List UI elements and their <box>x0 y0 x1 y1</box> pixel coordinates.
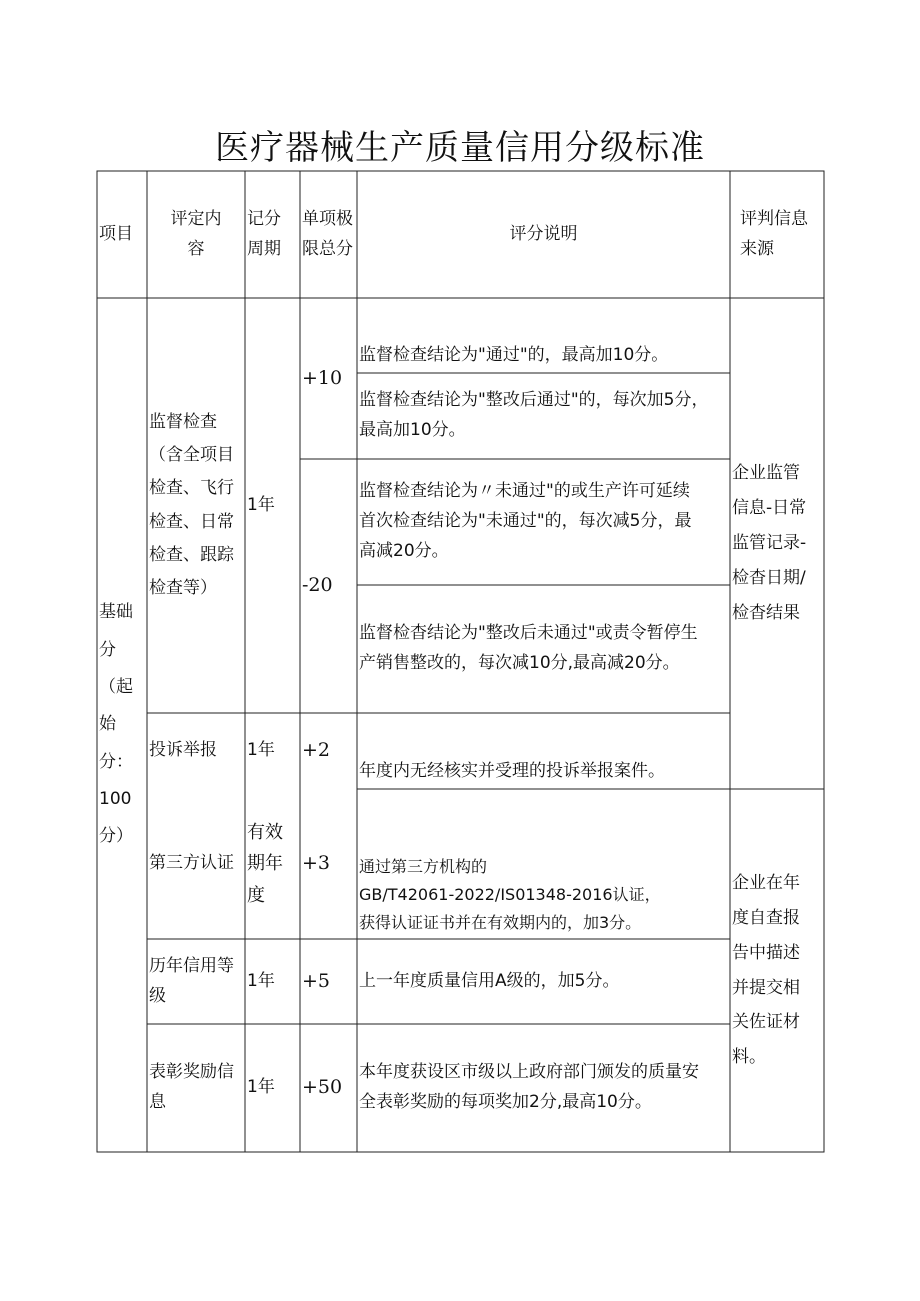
header-period <box>245 171 300 298</box>
award-desc <box>357 1024 730 1152</box>
header-desc-label: 评分说明 <box>509 223 578 244</box>
header-limit-label: 单项极 限总分 <box>302 208 353 259</box>
supervision-desc-3 <box>357 459 730 585</box>
source-cell-2 <box>730 789 824 1152</box>
thirdparty-desc-text: 通过第三方机构的 GB/T42061-2022/IS01348-2016认证， 获得认证证书并在有效期内的，加3分。 <box>359 857 661 932</box>
award-desc-text: 本年度获设区市级以上政府部门颁发的质量安 全表彰奖励的每项奖加2分,最高10分。 <box>359 1062 699 1112</box>
award-content <box>147 1024 245 1152</box>
thirdparty-limit-value: +3 <box>302 852 331 875</box>
complaint-desc <box>357 713 730 789</box>
header-desc <box>357 171 730 298</box>
supervision-period <box>245 298 300 713</box>
history-limit-value: +5 <box>302 969 331 992</box>
thirdparty-desc <box>357 789 730 939</box>
source-1-text: 企业监管 信息-日常 监管记录- 检杳日期/ 检杳结果 <box>732 463 807 623</box>
supervision-desc-2-text: 监督检查结论为"整改后通过"的，每次加5分， 最高加10分。 <box>359 390 709 440</box>
header-content <box>147 171 245 298</box>
source-2-text: 企业在年 度自查报 告中描述 并提交相 关佐证材 料。 <box>732 872 800 1068</box>
complaint-limit-value: +2 <box>302 739 331 762</box>
header-source-label: 评判信息 来源 <box>740 208 808 259</box>
complaint-content-label: 投诉举报 <box>149 740 217 761</box>
award-content-label: 表彰奖励信 息 <box>149 1062 234 1112</box>
supervision-desc-1-text: 监督检查结论为"通过"的，最高加10分。 <box>359 345 669 366</box>
supervision-content <box>147 298 245 713</box>
history-desc <box>357 939 730 1024</box>
supervision-period-label: 1年 <box>247 494 275 515</box>
award-period-label: 1年 <box>247 1077 275 1098</box>
thirdparty-content <box>147 789 245 939</box>
complaint-content <box>147 713 245 789</box>
supervision-desc-2 <box>357 373 730 459</box>
header-content-label: 评定内 容 <box>170 208 222 259</box>
award-period <box>245 1024 300 1152</box>
thirdparty-content-label: 第三方认证 <box>149 853 234 874</box>
supervision-content-label: 监督检查 （含全项目 检查、飞行 检查、日常 检查、跟踪 检查等） <box>149 412 234 598</box>
supervision-plus-limit-value: +10 <box>302 366 343 389</box>
supervision-plus-limit <box>300 298 357 459</box>
complaint-period-label: 1年 <box>247 740 275 761</box>
supervision-desc-1 <box>357 298 730 373</box>
source-cell-1 <box>730 298 824 789</box>
award-limit <box>300 1024 357 1152</box>
complaint-limit <box>300 713 357 789</box>
history-period <box>245 939 300 1024</box>
header-item <box>97 171 147 298</box>
header-limit <box>300 171 357 298</box>
history-desc-text: 上一年度质量信用A级的，加5分。 <box>359 970 620 991</box>
award-limit-value: +50 <box>302 1076 343 1099</box>
document-title: 医疗器械生产质量信用分级标准 <box>215 128 705 168</box>
history-content <box>147 939 245 1024</box>
supervision-minus-limit-value: -20 <box>302 574 333 597</box>
supervision-desc-4 <box>357 585 730 713</box>
history-limit <box>300 939 357 1024</box>
category-cell <box>97 298 147 1152</box>
supervision-desc-3-text: 监督检查结论为〃未通过"的或生产许可延续 首次检查结论为"未通过"的，每次减5分，最 高减20分。 <box>359 481 692 561</box>
supervision-desc-4-text: 监督检杳结论为"整改后未通过"或责令暂停生 产销售整改的，每次减10分,最高减20分。 <box>359 623 698 673</box>
thirdparty-period <box>245 789 300 939</box>
header-period-label: 记分 周期 <box>247 208 281 259</box>
history-period-label: 1年 <box>247 970 275 991</box>
complaint-period <box>245 713 300 789</box>
thirdparty-limit <box>300 789 357 939</box>
history-content-label: 历年信用等 级 <box>149 955 234 1006</box>
complaint-desc-text: 年度内无经核实并受理的投诉举报案件。 <box>359 761 665 782</box>
header-source <box>730 171 824 298</box>
thirdparty-period-label: 有效 期年 度 <box>247 821 283 906</box>
header-item-label: 项目 <box>99 223 133 244</box>
supervision-minus-limit <box>300 459 357 713</box>
category-label: 基础 分 （起 始 分： 100 分） <box>99 602 133 847</box>
